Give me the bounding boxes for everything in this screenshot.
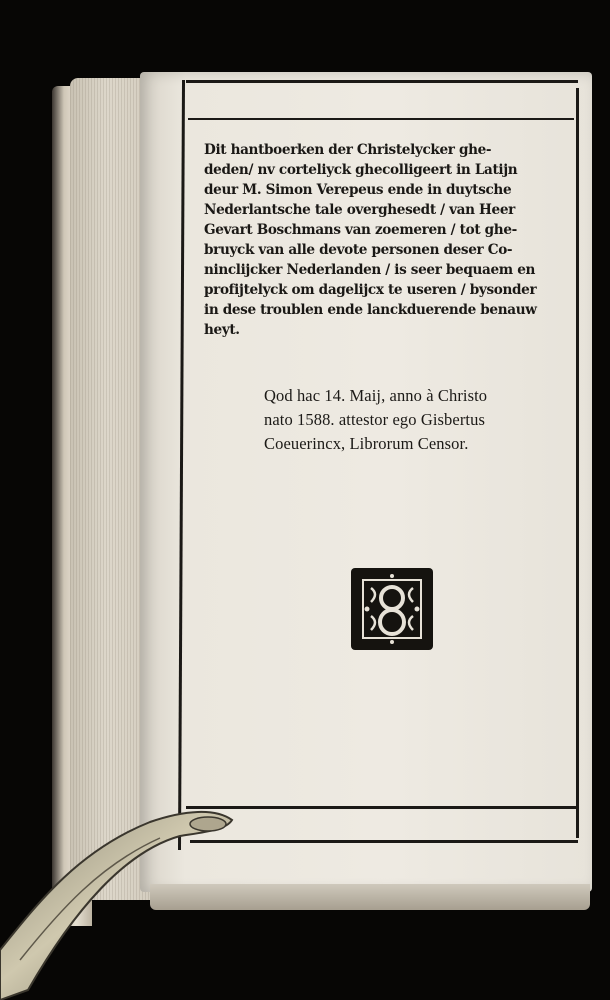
metal-clasp <box>0 790 250 1000</box>
censor-approbation: Qod hac 14. Maij, anno à Christo nato 1588. attestor ego Gisbertus Coeuerincx, Librorum Censor. <box>264 386 488 453</box>
frame-rule-header <box>188 118 574 120</box>
frame-rule-top <box>186 80 578 83</box>
privilege-text: Dit hantboerken der Christelycker ghe- deden/ nv corteliyck ghecolligeert in Latijn deur M. Simon Verepeus ende in duytsche Nederlantsche tale overghesedt / van Heer Gevart Boschmans van zoemeren / tot ghe- bruyck van alle devote personen deser Co- ninclijcker Nederlanden / is seer bequaem en profijtelyck om dagelijcx te useren / bysonder in dese troublen ende lanckduerende benauw heyt. <box>204 142 537 338</box>
fleuron-ornament-icon <box>351 568 433 650</box>
